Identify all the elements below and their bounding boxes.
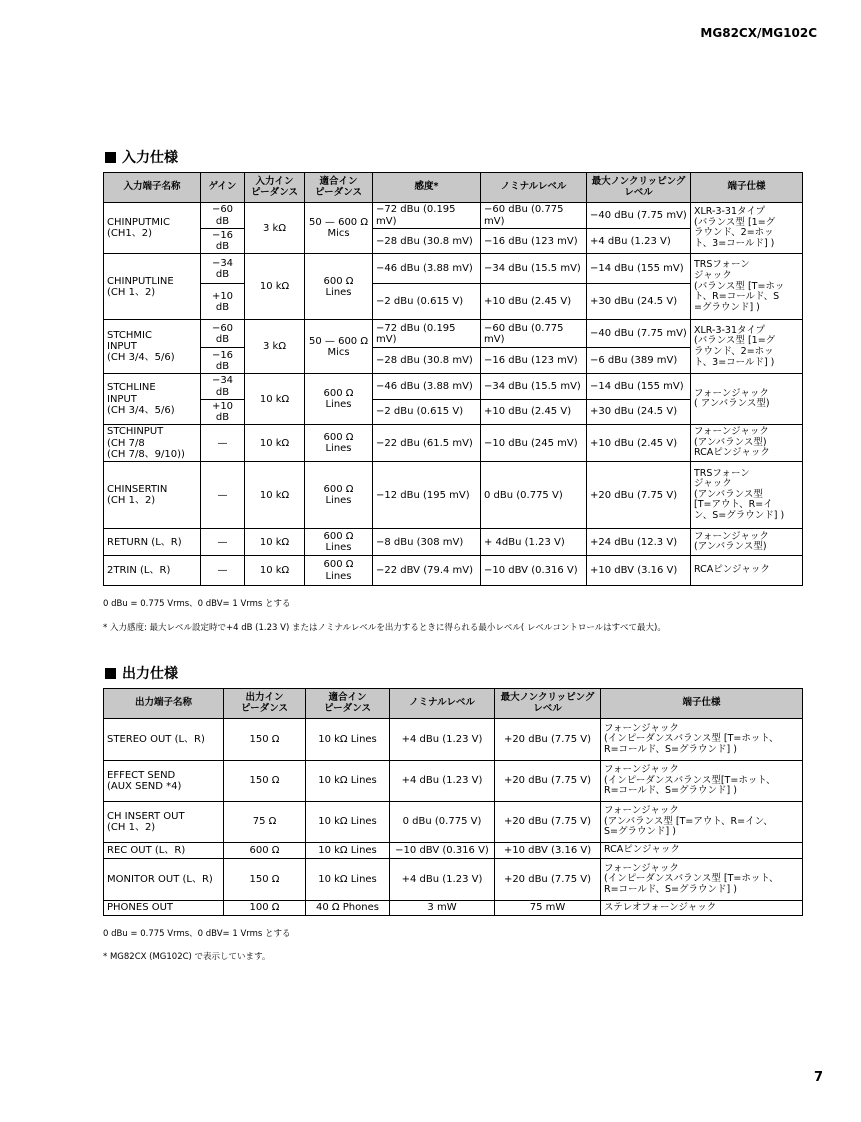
output-spec-table: [103, 688, 803, 916]
gain-value: −16 dB: [201, 348, 245, 374]
terminal-name: RETURN (L、R): [104, 529, 201, 556]
sensitivity-value: −2 dBu (0.615 V): [373, 284, 481, 320]
sensitivity-value: −22 dBu (61.5 mV): [373, 425, 481, 462]
output-impedance: 150 Ω: [224, 719, 306, 761]
terminal-name: REC OUT (L、R): [104, 843, 224, 859]
load-impedance: 600 Ω Lines: [305, 556, 373, 586]
connector-spec: フォーンジャック (インピーダンスバランス型[T=ホット、 R=コールド、S=グラウンド] ): [601, 761, 803, 802]
sensitivity-value: −2 dBu (0.615 V): [373, 399, 481, 424]
connector-spec: ステレオフォーンジャック: [601, 901, 803, 916]
sensitivity-value: −72 dBu (0.195 mV): [373, 203, 481, 229]
load-impedance: 600 Ω Lines: [305, 254, 373, 320]
max-level: −14 dBu (155 mV): [587, 374, 691, 399]
max-level: −6 dBu (389 mV): [587, 348, 691, 374]
connector-spec: フォーンジャック ( アンバランス型): [691, 374, 803, 425]
nominal-level: 0 dBu (0.775 V): [390, 802, 495, 843]
load-impedance: 40 Ω Phones: [306, 901, 390, 916]
output-impedance: 100 Ω: [224, 901, 306, 916]
table-row: [104, 462, 803, 529]
gain-value: −60 dB: [201, 203, 245, 229]
load-impedance: 50 — 600 Ω Mics: [305, 320, 373, 374]
input-impedance: 10 kΩ: [245, 529, 305, 556]
column-header: 入力イン ピーダンス: [245, 173, 305, 203]
square-bullet-icon: [105, 152, 116, 163]
max-level: +4 dBu (1.23 V): [587, 229, 691, 254]
output-note-display: * MG82CX (MG102C) で表示しています。: [103, 952, 271, 962]
max-level: +20 dBu (7.75 V): [495, 761, 601, 802]
nominal-level: −10 dBV (0.316 V): [390, 843, 495, 859]
output-impedance: 600 Ω: [224, 843, 306, 859]
input-impedance: 10 kΩ: [245, 462, 305, 529]
nominal-level: +10 dBu (2.45 V): [481, 284, 587, 320]
nominal-level: −10 dBu (245 mV): [481, 425, 587, 462]
column-header: ノミナルレベル: [390, 689, 495, 719]
load-impedance: 10 kΩ Lines: [306, 859, 390, 901]
connector-spec: XLR-3-31タイプ (バランス型 [1=グ ラウンド、2=ホッ ト、3=コールド] ): [691, 320, 803, 374]
load-impedance: 10 kΩ Lines: [306, 719, 390, 761]
table-row: [104, 859, 803, 901]
column-header: 端子仕様: [601, 689, 803, 719]
table-row: [104, 843, 803, 859]
load-impedance: 600 Ω Lines: [305, 425, 373, 462]
column-header: ノミナルレベル: [481, 173, 587, 203]
gain-value: —: [201, 529, 245, 556]
nominal-level: −60 dBu (0.775 mV): [481, 320, 587, 348]
nominal-level: +4 dBu (1.23 V): [390, 859, 495, 901]
input-impedance: 10 kΩ: [245, 556, 305, 586]
load-impedance: 50 — 600 Ω Mics: [305, 203, 373, 254]
nominal-level: 3 mW: [390, 901, 495, 916]
load-impedance: 600 Ω Lines: [305, 529, 373, 556]
table-row: [104, 203, 803, 229]
load-impedance: 600 Ω Lines: [305, 374, 373, 425]
input-impedance: 10 kΩ: [245, 374, 305, 425]
nominal-level: +4 dBu (1.23 V): [390, 761, 495, 802]
column-header: ゲイン: [201, 173, 245, 203]
table-row: [104, 529, 803, 556]
input-section-title: 入力仕様: [105, 147, 178, 167]
max-level: −40 dBu (7.75 mV): [587, 320, 691, 348]
load-impedance: 10 kΩ Lines: [306, 843, 390, 859]
gain-value: −34 dB: [201, 254, 245, 284]
nominal-level: −10 dBV (0.316 V): [481, 556, 587, 586]
table-row: [104, 556, 803, 586]
column-header: 感度*: [373, 173, 481, 203]
input-note-sensitivity: * 入力感度: 最大レベル設定時で+4 dB (1.23 V) またはノミナルレベルを出力するときに得られる最小レベル( レベルコントロールはすべて最大)。: [103, 623, 666, 633]
sensitivity-value: −12 dBu (195 mV): [373, 462, 481, 529]
column-header: 最大ノンクリッピング レベル: [495, 689, 601, 719]
table-row: [104, 374, 803, 399]
load-impedance: 10 kΩ Lines: [306, 761, 390, 802]
max-level: +20 dBu (7.75 V): [495, 719, 601, 761]
output-impedance: 75 Ω: [224, 802, 306, 843]
terminal-name: STCHMIC INPUT (CH 3/4、5/6): [104, 320, 201, 374]
max-level: +10 dBV (3.16 V): [495, 843, 601, 859]
output-impedance: 150 Ω: [224, 859, 306, 901]
gain-value: —: [201, 462, 245, 529]
connector-spec: XLR-3-31タイプ (バランス型 [1=グ ラウンド、2=ホッ ト、3=コールド] ): [691, 203, 803, 254]
input-impedance: 10 kΩ: [245, 254, 305, 320]
max-level: +30 dBu (24.5 V): [587, 399, 691, 424]
sensitivity-value: −28 dBu (30.8 mV): [373, 229, 481, 254]
terminal-name: CHINPUTMIC (CH1、2): [104, 203, 201, 254]
gain-value: −16 dB: [201, 229, 245, 254]
connector-spec: RCAピンジャック: [691, 556, 803, 586]
output-note-units: 0 dBu = 0.775 Vrms、0 dBV= 1 Vrms とする: [103, 929, 291, 939]
nominal-level: −16 dBu (123 mV): [481, 229, 587, 254]
input-note-units: 0 dBu = 0.775 Vrms、0 dBV= 1 Vrms とする: [103, 599, 291, 609]
terminal-name: STCHLINE INPUT (CH 3/4、5/6): [104, 374, 201, 425]
terminal-name: CHINPUTLINE (CH 1、2): [104, 254, 201, 320]
table-row: [104, 425, 803, 462]
table-row: [104, 719, 803, 761]
terminal-name: PHONES OUT: [104, 901, 224, 916]
gain-value: −34 dB: [201, 374, 245, 399]
table-row: [104, 802, 803, 843]
terminal-name: MONITOR OUT (L、R): [104, 859, 224, 901]
terminal-name: CH INSERT OUT (CH 1、2): [104, 802, 224, 843]
page-number: 7: [813, 1070, 823, 1085]
max-level: −40 dBu (7.75 mV): [587, 203, 691, 229]
sensitivity-value: −8 dBu (308 mV): [373, 529, 481, 556]
model-name: MG82CX/MG102C: [700, 26, 817, 40]
max-level: +20 dBu (7.75 V): [587, 462, 691, 529]
connector-spec: フォーンジャック (アンバランス型 [T=アウト、R=イン、 S=グラウンド] ): [601, 802, 803, 843]
column-header: 入力端子名称: [104, 173, 201, 203]
column-header: 適合イン ピーダンス: [305, 173, 373, 203]
nominal-level: + 4dBu (1.23 V): [481, 529, 587, 556]
max-level: +20 dBu (7.75 V): [495, 859, 601, 901]
terminal-name: 2TRIN (L、R): [104, 556, 201, 586]
column-header: 適合イン ピーダンス: [306, 689, 390, 719]
sensitivity-value: −46 dBu (3.88 mV): [373, 254, 481, 284]
input-impedance: 3 kΩ: [245, 203, 305, 254]
gain-value: +10 dB: [201, 399, 245, 424]
terminal-name: STCHINPUT (CH 7/8 (CH 7/8、9/10)): [104, 425, 201, 462]
sensitivity-value: −72 dBu (0.195 mV): [373, 320, 481, 348]
max-level: +20 dBu (7.75 V): [495, 802, 601, 843]
load-impedance: 10 kΩ Lines: [306, 802, 390, 843]
column-header: 端子仕様: [691, 173, 803, 203]
connector-spec: フォーンジャック (インピーダンスバランス型 [T=ホット、 R=コールド、S=グラウンド] ): [601, 859, 803, 901]
connector-spec: フォーンジャック (インピーダンスバランス型 [T=ホット、 R=コールド、S=グラウンド] ): [601, 719, 803, 761]
output-table-header: [104, 689, 803, 719]
load-impedance: 600 Ω Lines: [305, 462, 373, 529]
nominal-level: +4 dBu (1.23 V): [390, 719, 495, 761]
max-level: +30 dBu (24.5 V): [587, 284, 691, 320]
nominal-level: −16 dBu (123 mV): [481, 348, 587, 374]
terminal-name: CHINSERTIN (CH 1、2): [104, 462, 201, 529]
table-row: [104, 761, 803, 802]
gain-value: —: [201, 556, 245, 586]
max-level: +10 dBu (2.45 V): [587, 425, 691, 462]
sensitivity-value: −22 dBV (79.4 mV): [373, 556, 481, 586]
input-impedance: 10 kΩ: [245, 425, 305, 462]
connector-spec: TRSフォーン ジャック (アンバランス型 [T=アウト、R=イ ン、S=グラウンド] ): [691, 462, 803, 529]
connector-spec: TRSフォーン ジャック (バランス型 [T=ホッ ト、R=コールド、S =グラウンド] ): [691, 254, 803, 320]
input-table-header: [104, 173, 803, 203]
nominal-level: 0 dBu (0.775 V): [481, 462, 587, 529]
gain-value: −60 dB: [201, 320, 245, 348]
terminal-name: EFFECT SEND (AUX SEND *4): [104, 761, 224, 802]
input-impedance: 3 kΩ: [245, 320, 305, 374]
max-level: −14 dBu (155 mV): [587, 254, 691, 284]
gain-value: —: [201, 425, 245, 462]
nominal-level: −34 dBu (15.5 mV): [481, 254, 587, 284]
nominal-level: −60 dBu (0.775 mV): [481, 203, 587, 229]
table-row: [104, 901, 803, 916]
nominal-level: −34 dBu (15.5 mV): [481, 374, 587, 399]
connector-spec: RCAピンジャック: [601, 843, 803, 859]
terminal-name: STEREO OUT (L、R): [104, 719, 224, 761]
column-header: 最大ノンクリッピング レベル: [587, 173, 691, 203]
max-level: +24 dBu (12.3 V): [587, 529, 691, 556]
column-header: 出力端子名称: [104, 689, 224, 719]
max-level: +10 dBV (3.16 V): [587, 556, 691, 586]
gain-value: +10 dB: [201, 284, 245, 320]
table-row: [104, 320, 803, 348]
table-row: [104, 254, 803, 284]
nominal-level: +10 dBu (2.45 V): [481, 399, 587, 424]
column-header: 出力イン ピーダンス: [224, 689, 306, 719]
input-spec-table: [103, 172, 803, 586]
connector-spec: フォーンジャック (アンバランス型) RCAピンジャック: [691, 425, 803, 462]
sensitivity-value: −28 dBu (30.8 mV): [373, 348, 481, 374]
sensitivity-value: −46 dBu (3.88 mV): [373, 374, 481, 399]
square-bullet-icon: [105, 668, 116, 679]
output-impedance: 150 Ω: [224, 761, 306, 802]
output-section-title: 出力仕様: [105, 663, 178, 683]
connector-spec: フォーンジャック (アンバランス型): [691, 529, 803, 556]
max-level: 75 mW: [495, 901, 601, 916]
